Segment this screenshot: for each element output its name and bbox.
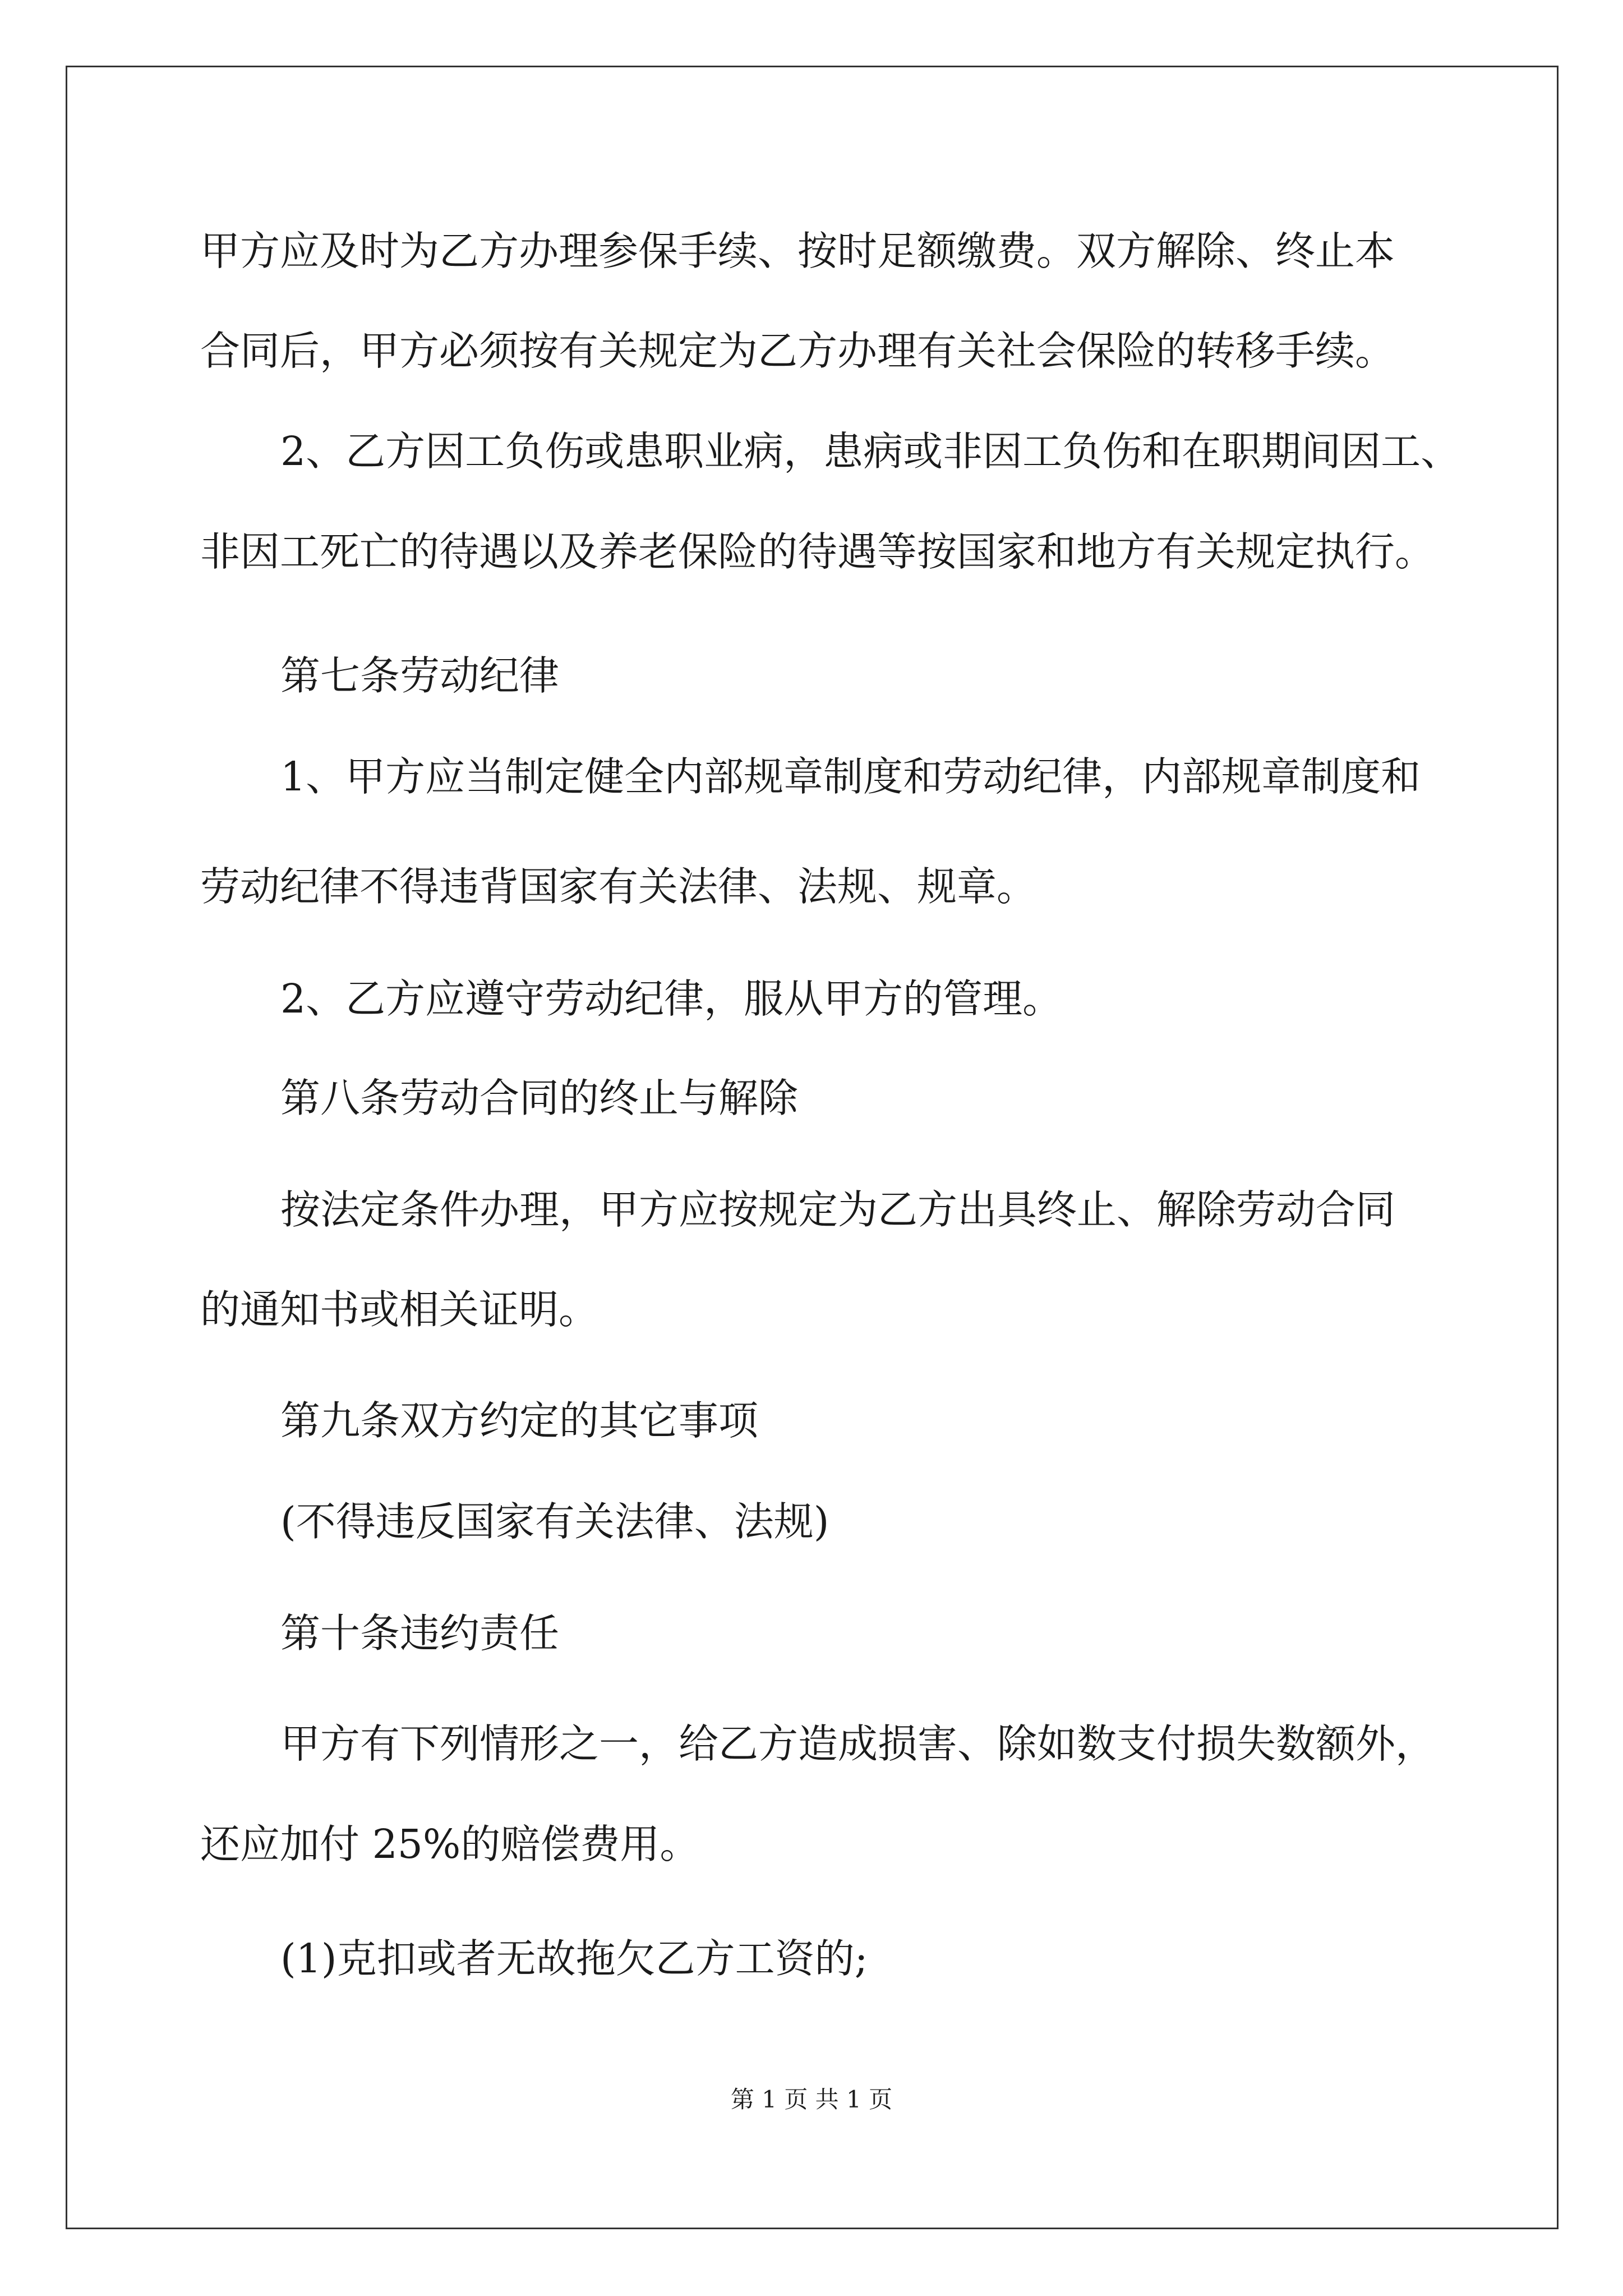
section-heading: 第七条劳动纪律 [280, 652, 560, 699]
page-number: 第 1 页 共 1 页 [730, 2086, 893, 2113]
section-heading: 第八条劳动合同的终止与解除 [280, 1075, 799, 1121]
text-line: 1、甲方应当制定健全内部规章制度和劳动纪律，内部规章制度和 [280, 753, 1421, 800]
text-line: 劳动纪律不得违背国家有关法律、法规、规章。 [200, 863, 1037, 910]
section-heading: 第九条双方约定的其它事项 [280, 1397, 759, 1444]
text-line: 甲方应及时为乙方办理参保手续、按时足额缴费。双方解除、终止本 [200, 228, 1395, 274]
text-line: 2、乙方应遵守劳动纪律，服从甲方的管理。 [280, 976, 1063, 1022]
text-line: 的通知书或相关证明。 [200, 1286, 599, 1333]
page-border [66, 66, 1559, 2229]
text-line: 按法定条件办理，甲方应按规定为乙方出具终止、解除劳动合同 [280, 1186, 1396, 1233]
text-line: 甲方有下列情形之一，给乙方造成损害、除如数支付损失数额外， [280, 1720, 1436, 1767]
section-heading: 第十条违约责任 [280, 1610, 560, 1657]
text-line: 合同后，甲方必须按有关规定为乙方办理有关社会保险的转移手续。 [200, 328, 1395, 374]
text-line: 非因工死亡的待遇以及养老保险的待遇等按国家和地方有关规定执行。 [200, 528, 1435, 575]
text-line: (1)克扣或者无故拖欠乙方工资的; [280, 1935, 868, 1982]
text-line: 还应加付 25%的赔偿费用。 [200, 1821, 700, 1867]
text-line: (不得违反国家有关法律、法规) [280, 1498, 829, 1545]
text-line: 2、乙方因工负伤或患职业病，患病或非因工负伤和在职期间因工、 [280, 428, 1461, 475]
